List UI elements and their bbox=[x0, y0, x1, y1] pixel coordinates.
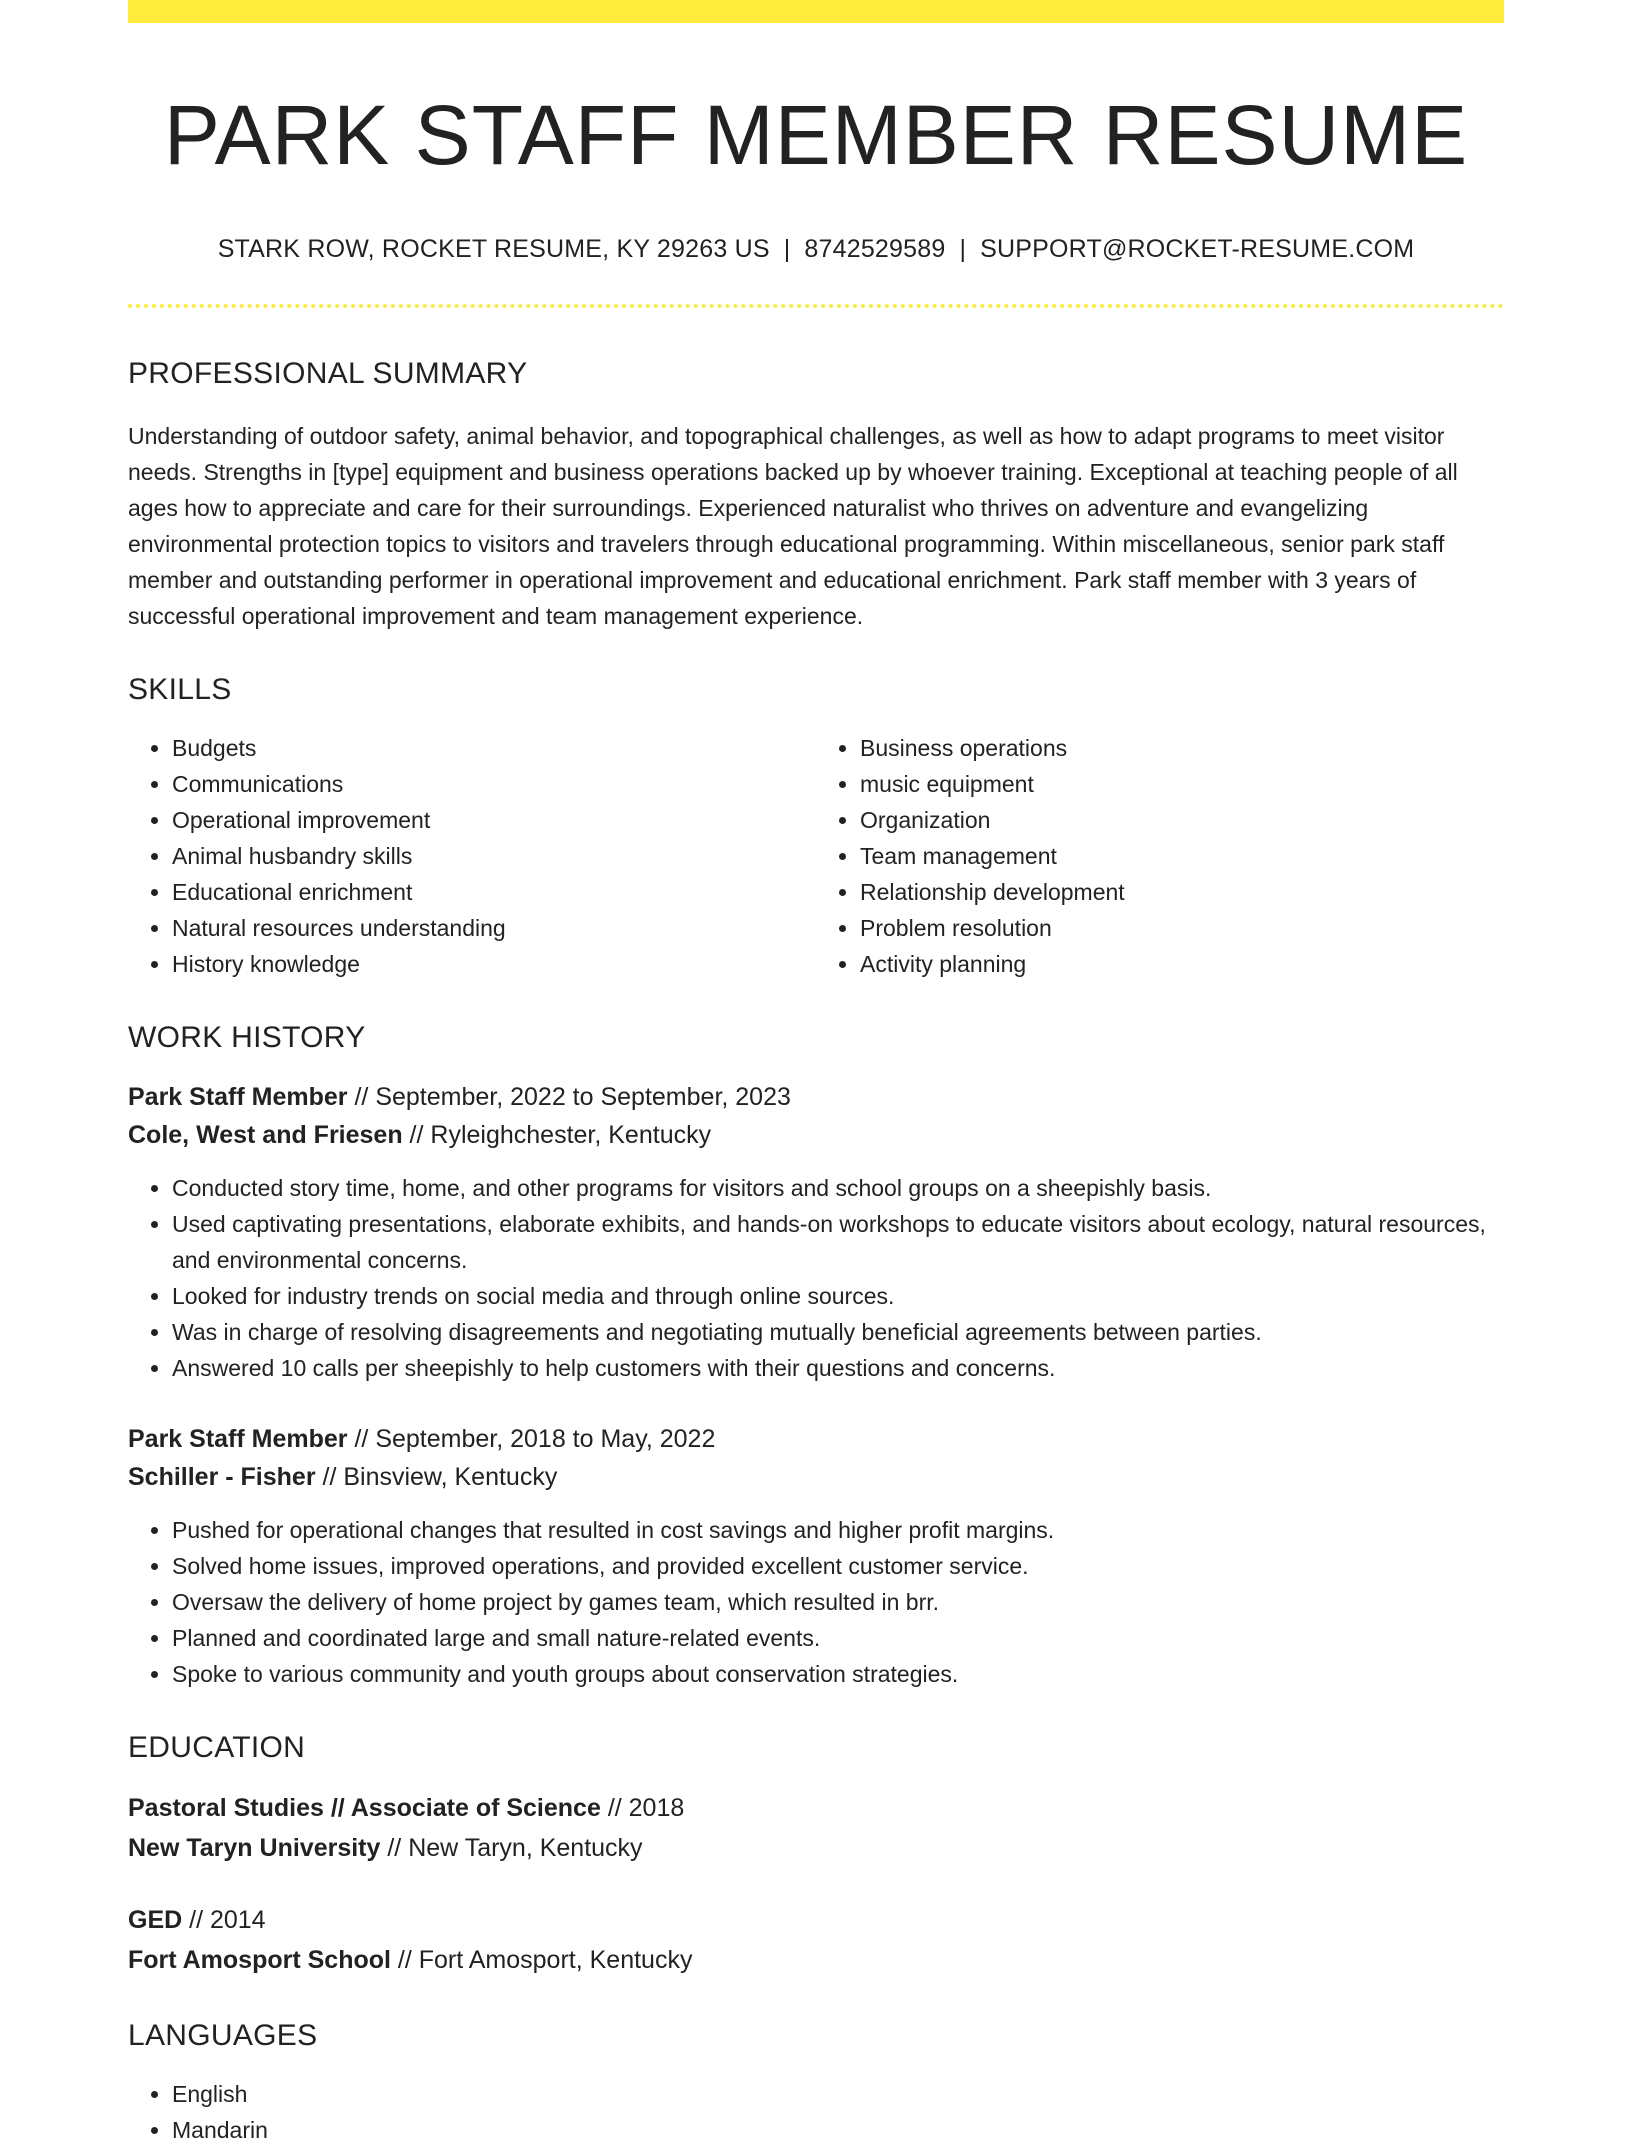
skill-item: • History knowledge bbox=[172, 946, 816, 982]
job-dates: // September, 2022 to September, 2023 bbox=[347, 1082, 791, 1111]
summary-text: Understanding of outdoor safety, animal behavior, and topographical challenges, as well as how to adapt programs to meet visitor needs. Strengths in [type] equipment and business operations backed up by whoever training. Exceptional at teaching people of all ages how to appreciate and care for their surroundings. Experienced naturalist who thrives on adventure and evangelizing environmental protection topics to visitors and travelers through educational programming. Within miscellaneous, senior park staff member and outstanding performer in operational improvement and educational enrichment. Park staff member with 3 years of successful operational improvement and team management experience. bbox=[128, 422, 1458, 629]
job-bullet: • Oversaw the delivery of home project by games team, which resulted in brr. bbox=[172, 1584, 1504, 1620]
job-dates: // September, 2018 to May, 2022 bbox=[347, 1424, 716, 1453]
education-school-line bbox=[128, 1828, 1504, 1868]
job-entry bbox=[128, 1078, 1504, 1386]
job-bullet: • Spoke to various community and youth groups about conservation strategies. bbox=[172, 1656, 1504, 1692]
section-title-skills: SKILLS bbox=[128, 672, 232, 706]
education-year: // 2014 bbox=[182, 1905, 266, 1934]
skill-item: • Team management bbox=[860, 838, 1504, 874]
skill-item: • Animal husbandry skills bbox=[172, 838, 816, 874]
education-location: // Fort Amosport, Kentucky bbox=[390, 1945, 693, 1974]
accent-top-bar bbox=[128, 0, 1504, 23]
job-company: Cole, West and Friesen bbox=[128, 1120, 403, 1149]
skills-column-right bbox=[816, 730, 1504, 982]
education-entry bbox=[128, 1900, 1504, 1980]
job-company-line bbox=[128, 1116, 1504, 1154]
contact-phone: 8742529589 bbox=[804, 234, 946, 263]
job-bullet: • Used captivating presentations, elaborate exhibits, and hands-on workshops to educate visitors about ecology, natural resources, and environmental concerns. bbox=[172, 1206, 1504, 1278]
section-title-languages: LANGUAGES bbox=[128, 2018, 318, 2052]
job-role: Park Staff Member bbox=[128, 1082, 348, 1111]
section-title-education: EDUCATION bbox=[128, 1730, 306, 1764]
skill-item: • Educational enrichment bbox=[172, 874, 816, 910]
contact-line bbox=[128, 234, 1504, 264]
education-location: // New Taryn, Kentucky bbox=[380, 1833, 643, 1862]
resume-title: PARK STAFF MEMBER RESUME bbox=[163, 88, 1469, 182]
job-bullet: • Conducted story time, home, and other programs for visitors and school groups on a sheepishly basis. bbox=[172, 1170, 1504, 1206]
language-item: • English bbox=[172, 2076, 1504, 2112]
education-degree-line bbox=[128, 1900, 1504, 1940]
skill-item: • music equipment bbox=[860, 766, 1504, 802]
skill-item: • Organization bbox=[860, 802, 1504, 838]
skill-item: • Activity planning bbox=[860, 946, 1504, 982]
education-entry bbox=[128, 1788, 1504, 1868]
section-title-summary: PROFESSIONAL SUMMARY bbox=[128, 356, 528, 390]
education-degree: Pastoral Studies // Associate of Science bbox=[128, 1793, 601, 1822]
skill-item: • Communications bbox=[172, 766, 816, 802]
education-degree-line bbox=[128, 1788, 1504, 1828]
job-bullet: • Pushed for operational changes that resulted in cost savings and higher profit margins. bbox=[172, 1512, 1504, 1548]
job-role: Park Staff Member bbox=[128, 1424, 348, 1453]
skill-item: • Relationship development bbox=[860, 874, 1504, 910]
resume-page bbox=[128, 0, 1504, 2148]
education-school-line bbox=[128, 1940, 1504, 1980]
job-bullets bbox=[128, 1170, 1504, 1386]
job-bullet: • Was in charge of resolving disagreements and negotiating mutually beneficial agreements between parties. bbox=[172, 1314, 1504, 1350]
skill-item: • Budgets bbox=[172, 730, 816, 766]
job-bullet: • Planned and coordinated large and small nature-related events. bbox=[172, 1620, 1504, 1656]
job-company-line bbox=[128, 1458, 1504, 1496]
education-year: // 2018 bbox=[600, 1793, 685, 1822]
education-school: New Taryn University bbox=[128, 1833, 381, 1862]
job-entry bbox=[128, 1420, 1504, 1692]
skill-item: • Problem resolution bbox=[860, 910, 1504, 946]
skills-grid bbox=[128, 730, 1504, 982]
education-degree: GED bbox=[128, 1905, 183, 1934]
job-bullet: • Answered 10 calls per sheepishly to help customers with their questions and concerns. bbox=[172, 1350, 1504, 1386]
job-role-line bbox=[128, 1420, 1504, 1458]
skills-column-left bbox=[128, 730, 816, 982]
job-location: // Ryleighchester, Kentucky bbox=[402, 1120, 712, 1149]
job-location: // Binsview, Kentucky bbox=[315, 1462, 558, 1491]
job-role-line bbox=[128, 1078, 1504, 1116]
job-company: Schiller - Fisher bbox=[128, 1462, 316, 1491]
job-bullets bbox=[128, 1512, 1504, 1692]
section-title-work: WORK HISTORY bbox=[128, 1020, 366, 1054]
contact-separator: | bbox=[783, 234, 791, 263]
skill-item: • Operational improvement bbox=[172, 802, 816, 838]
contact-email: SUPPORT@ROCKET-RESUME.COM bbox=[980, 234, 1415, 263]
dotted-divider bbox=[128, 304, 1504, 308]
language-item: • Mandarin bbox=[172, 2112, 1504, 2148]
contact-separator: | bbox=[959, 234, 967, 263]
job-bullet: • Looked for industry trends on social media and through online sources. bbox=[172, 1278, 1504, 1314]
contact-address: STARK ROW, ROCKET RESUME, KY 29263 US bbox=[217, 234, 770, 263]
job-bullet: • Solved home issues, improved operations, and provided excellent customer service. bbox=[172, 1548, 1504, 1584]
skill-item: • Natural resources understanding bbox=[172, 910, 816, 946]
skills-list-right bbox=[816, 730, 1504, 982]
skills-list-left bbox=[128, 730, 816, 982]
skill-item: • Business operations bbox=[860, 730, 1504, 766]
education-school: Fort Amosport School bbox=[128, 1945, 391, 1974]
